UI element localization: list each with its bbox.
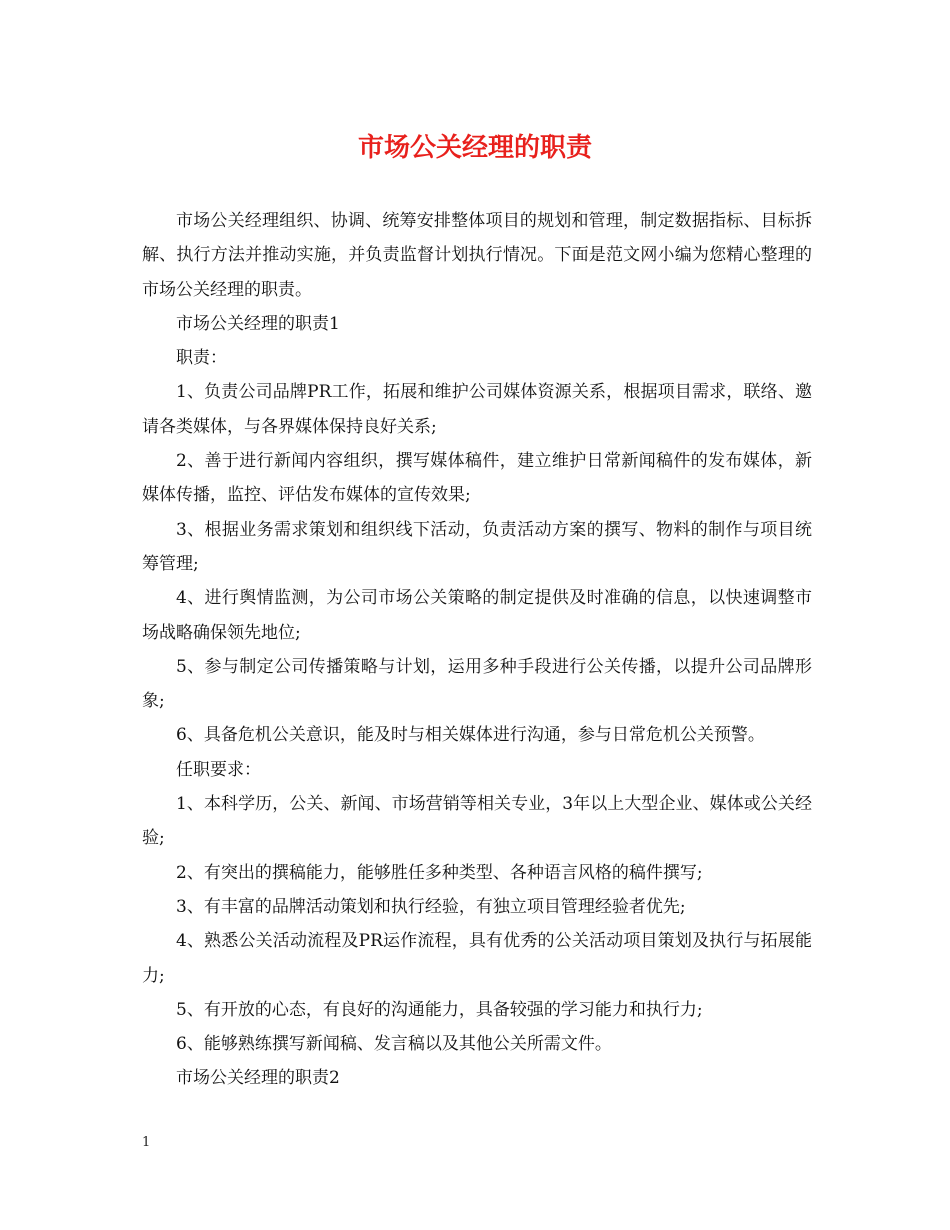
requirement-item-3: 3、有丰富的品牌活动策划和执行经验，有独立项目管理经验者优先; (176, 896, 686, 917)
requirement-item-1: 1、本科学历，公关、新闻、市场营销等相关专业，3年以上大型企业、媒体或公关经验; (142, 794, 812, 849)
duty-item-5: 5、参与制定公司传播策略与计划，运用多种手段进行公关传播，以提升公司品牌形象; (142, 656, 812, 712)
duty-item-6: 6、具备危机公关意识，能及时与相关媒体进行沟通，参与日常危机公关预警。 (176, 725, 765, 746)
section-heading-2: 市场公关经理的职责2 (176, 1068, 340, 1089)
section-heading-1: 市场公关经理的职责1 (176, 313, 340, 334)
duties-label: 职责： (176, 348, 227, 369)
requirement-item-4: 4、熟悉公关活动流程及PR运作流程，具有优秀的公关活动项目策划及执行与拓展能力; (142, 931, 812, 986)
requirement-item-6: 6、能够熟练撰写新闻稿、发言稿以及其他公关所需文件。 (176, 1034, 612, 1055)
requirement-item-5: 5、有开放的心态，有良好的沟通能力，具备较强的学习能力和执行力; (176, 999, 703, 1020)
document-body (142, 204, 812, 1096)
page-number: 1 (142, 1135, 151, 1150)
duty-item-2: 2、善于进行新闻内容组织，撰写媒体稿件，建立维护日常新闻稿件的发布媒体，新媒体传播，监控、评估发布媒体的宣传效果; (142, 451, 812, 506)
duty-item-3: 3、根据业务需求策划和组织线下活动，负责活动方案的撰写、物料的制作与项目统筹管理; (142, 519, 812, 574)
requirement-item-2: 2、有突出的撰稿能力，能够胜任多种类型、各种语言风格的稿件撰写; (176, 862, 703, 883)
duty-item-1: 1、负责公司品牌PR工作，拓展和维护公司媒体资源关系，根据项目需求，联络、邀请各类媒体，与各界媒体保持良好关系; (142, 382, 812, 437)
requirements-label: 任职要求： (176, 759, 261, 780)
intro-paragraph: 市场公关经理组织、协调、统筹安排整体项目的规划和管理，制定数据指标、目标拆解、执行方法并推动实施，并负责监督计划执行情况。下面是范文网小编为您精心整理的市场公关经理的职责。 (142, 211, 812, 300)
document-title: 市场公关经理的职责 (357, 133, 592, 163)
duty-item-4: 4、进行舆情监测，为公司市场公关策略的制定提供及时准确的信息，以快速调整市场战略确保领先地位; (142, 588, 812, 643)
